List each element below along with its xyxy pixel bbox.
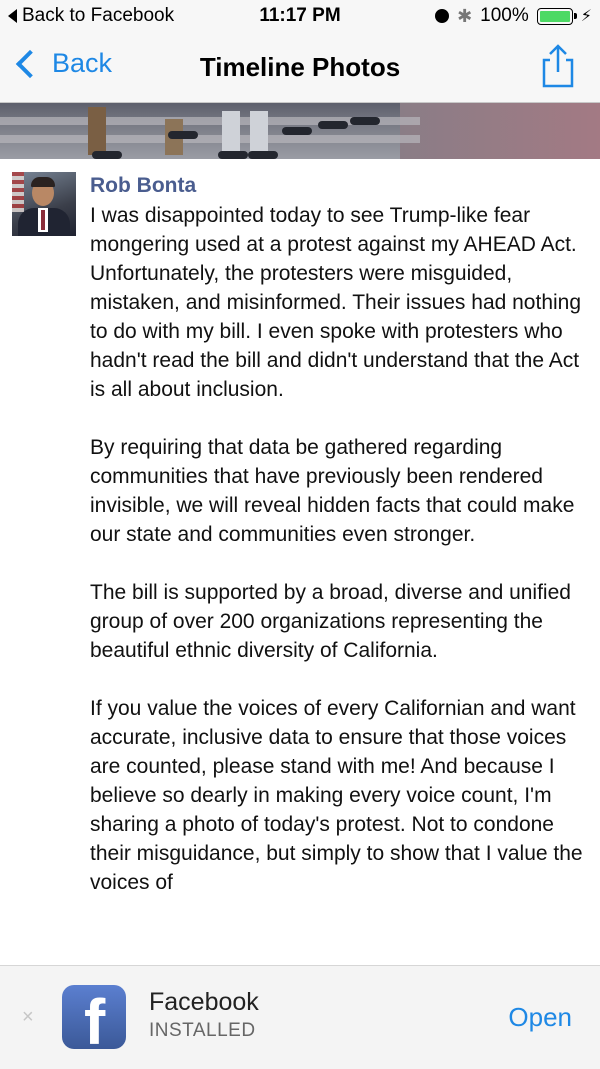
bluetooth-icon: ✱: [457, 6, 473, 26]
post-paragraph: I was disappointed today to see Trump-like fear mongering used at a protest against my AHEAD Act. Unfortunately, the protesters were misguided, mistaken, and misinformed. Their issues had nothing to do with my bill. I even spoke with protesters who hadn't read the bill and didn't understand that the Act is all about inclusion.: [90, 204, 582, 401]
post-body: [90, 201, 592, 965]
alarm-icon: [435, 9, 449, 23]
avatar-hair: [31, 177, 55, 187]
battery-icon: [537, 8, 573, 25]
author-avatar[interactable]: [12, 172, 76, 236]
photo-shoe: [218, 151, 248, 159]
photo-shoe: [318, 121, 348, 129]
status-time: 11:17 PM: [259, 5, 341, 26]
status-indicators: [435, 5, 592, 27]
photo-shoe: [168, 131, 198, 139]
avatar-tie: [41, 210, 45, 230]
photo-shoe: [350, 117, 380, 125]
author-name-link[interactable]: Rob Bonta: [90, 174, 197, 197]
status-bar: [0, 0, 600, 34]
photo-leg: [250, 111, 268, 155]
facebook-logo-icon: [62, 985, 126, 1049]
share-icon: [538, 44, 578, 88]
photo-shoe: [282, 127, 312, 135]
post-paragraph: If you value the voices of every Californian and want accurate, inclusive data to ensure that those voices are counted, please stand with me! And because I believe so dearly in making every voice count, I'm sharing a photo of today's protest. Not to condone their misguidance, but simply to show that I value the voices of: [90, 697, 583, 894]
nav-bar: [0, 34, 600, 103]
post-paragraph: By requiring that data be gathered regarding communities that have previously been rendered invisible, we will reveal hidden facts that could make our state and communities even stronger.: [90, 436, 575, 546]
open-app-button[interactable]: Open: [508, 1002, 572, 1032]
post-paragraph: The bill is supported by a broad, diverse and unified group of over 200 organizations representing the beautiful ethnic diversity of California.: [90, 581, 571, 662]
charging-bolt-icon: ⚡: [580, 8, 592, 25]
photo-step: [0, 135, 420, 143]
back-to-facebook-label: Back to Facebook: [22, 5, 175, 26]
share-button[interactable]: [538, 44, 578, 88]
photo-background-area: [400, 103, 600, 159]
photo-shoe: [248, 151, 278, 159]
back-button-label: Back: [52, 48, 113, 78]
timeline-photo[interactable]: [0, 103, 600, 159]
photo-leg: [88, 107, 106, 155]
app-name: Facebook: [149, 988, 259, 1016]
photo-leg: [222, 111, 240, 155]
avatar-flag: [12, 172, 24, 212]
battery-percent: 100%: [480, 5, 529, 26]
close-icon[interactable]: ×: [22, 1006, 34, 1028]
photo-shoe: [92, 151, 122, 159]
facebook-logo-letter: f: [84, 986, 106, 1049]
app-install-status: INSTALLED: [149, 1020, 256, 1041]
page-title: Timeline Photos: [199, 52, 401, 82]
app-banner: [0, 965, 600, 1069]
